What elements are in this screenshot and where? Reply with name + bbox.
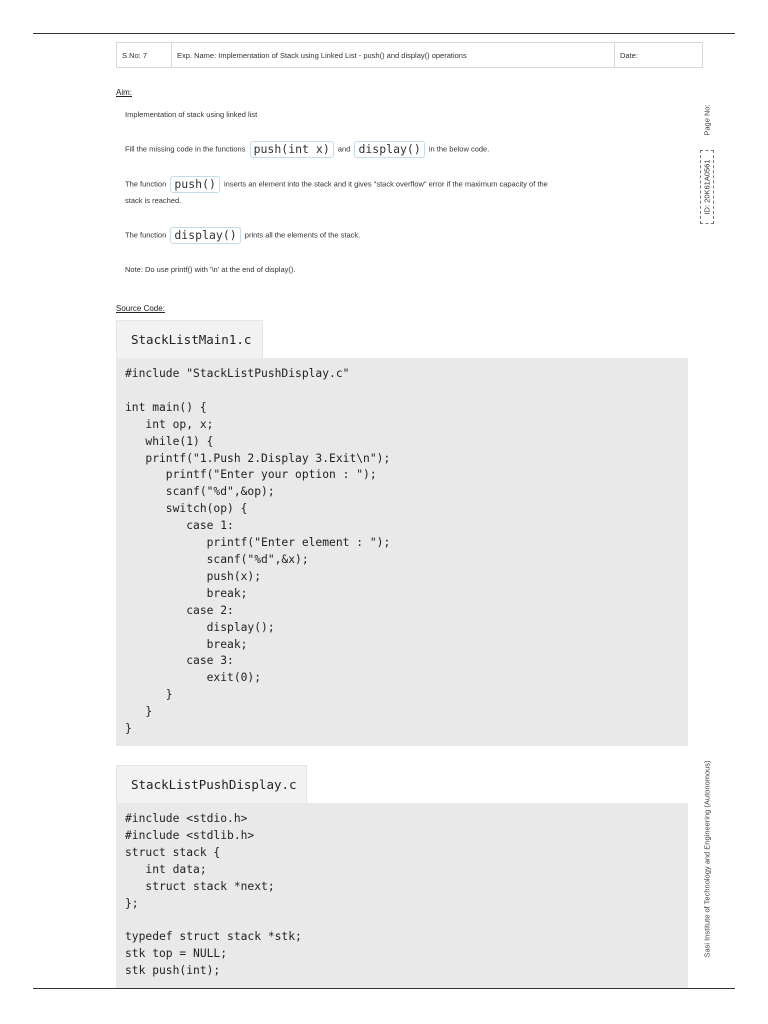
code-main: #include "StackListPushDisplay.c" int main() { int op, x; while(1) { printf("1.Push 2.Display 3.Exit\n"); printf("Enter your option : "); scanf("%d",&op); switch(op) { case 1: printf("Enter element : "); scanf("%d",&x); push(x); break; case 2: display(); break; case 3: exit(0); } } } [125,367,391,736]
push-function-code: push() [170,176,220,193]
display-function-code: display() [170,227,240,244]
student-id-box [700,150,714,224]
student-id: ID: 20K61A0561 [702,159,712,215]
experiment-name: Exp. Name: Implementation of Stack using Linked List - push() and display() operations [172,43,615,67]
code-block-push-display [116,803,688,988]
institute-name: Sasi Institute of Technology and Engineering (Autonomous) [702,760,712,958]
push-signature-code: push(int x) [250,141,334,158]
top-rule [33,33,735,34]
display-signature-code: display() [354,141,424,158]
fill-instruction: Fill the missing code in the functions push(int x) and display() in the below code. [125,142,490,156]
serial-number: S.No: 7 [117,43,172,67]
push-description: The function push() inserts an element into the stack and it gives "stack overflow" error if the maximum capacity of the stack is reached. [125,177,548,205]
aim-description: Implementation of stack using linked list [125,110,258,119]
display-description: The function display() prints all the elements of the stack. [125,228,361,242]
code-push-display: #include <stdio.h> #include <stdlib.h> struct stack { int data; struct stack *next; }; typedef struct stack *stk; stk top = NULL; stk push(int); [125,812,302,978]
file-tab-main[interactable]: StackListMain1.c [116,320,263,358]
source-code-heading: Source Code: [116,304,165,313]
date-field: Date: [620,50,638,60]
file-tab-push-display[interactable]: StackListPushDisplay.c [116,765,307,803]
note-text: Note: Do use printf() with '\n' at the end of display(). [125,265,296,274]
page-number-label: Page No: [702,104,712,136]
experiment-header [116,42,703,68]
bottom-rule [33,988,735,989]
code-block-main [116,358,688,746]
aim-heading: Aim: [116,88,132,97]
